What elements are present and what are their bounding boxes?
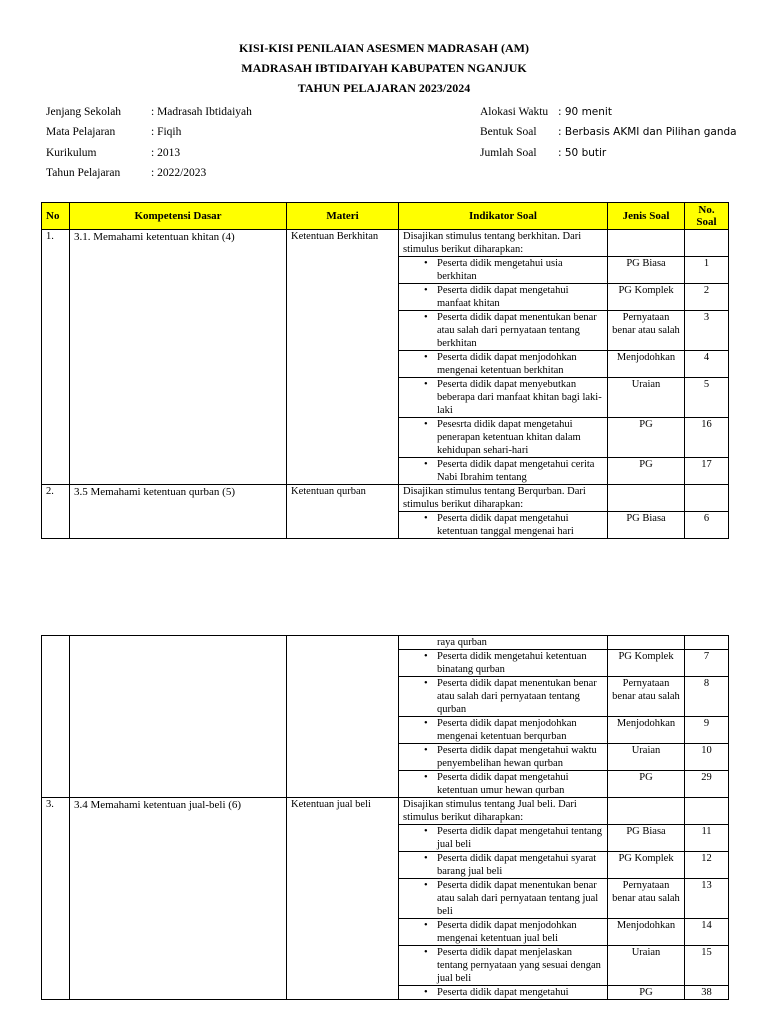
no-soal-cell (685, 636, 729, 650)
no-soal-cell (685, 485, 729, 512)
meta-label: Bentuk Soal (480, 126, 537, 139)
stimulus-text: Disajikan stimulus tentang Jual beli. Dari stimulus berikut diharapkan: (399, 798, 608, 825)
row-number: 1. (42, 230, 70, 485)
jenis-soal-cell: Uraian (608, 744, 685, 771)
no-soal-cell: 12 (685, 852, 729, 879)
kisi-kisi-table-page-2 (41, 635, 729, 1000)
header-indikator-soal: Indikator Soal (399, 203, 608, 230)
no-soal-cell: 14 (685, 919, 729, 946)
no-soal-cell (685, 230, 729, 257)
no-soal-cell: 3 (685, 311, 729, 351)
no-soal-cell: 2 (685, 284, 729, 311)
meta-label: Alokasi Waktu (480, 106, 549, 118)
no-soal-cell: 9 (685, 717, 729, 744)
no-soal-cell: 13 (685, 879, 729, 919)
indicator-item: • Peserta didik dapat menjodohkan mengenai ketentuan berqurban (399, 717, 608, 744)
jenis-soal-cell (608, 636, 685, 650)
table-body (42, 230, 729, 539)
no-soal-cell: 1 (685, 257, 729, 284)
indicator-item: • Peserta didik dapat menentukan benar atau salah dari pernyataan tentang qurban (399, 677, 608, 717)
jenis-soal-cell: PG Biasa (608, 825, 685, 852)
indicator-item: • Peserta didik dapat mengetahui waktu penyembelihan hewan qurban (399, 744, 608, 771)
indicator-item: • Peserta didik dapat menentukan benar atau salah dari pernyataan tentang jual beli (399, 879, 608, 919)
no-soal-cell (685, 798, 729, 825)
table-row (42, 798, 729, 825)
no-soal-cell: 17 (685, 458, 729, 485)
meta-value: : 2022/2023 (151, 166, 207, 179)
no-soal-cell: 6 (685, 512, 729, 539)
stimulus-text: Disajikan stimulus tentang Berqurban. Dari stimulus berikut diharapkan: (399, 485, 608, 512)
header-no: No (42, 203, 70, 230)
jenis-soal-cell: PG Komplek (608, 852, 685, 879)
indicator-item: • Peserta didik dapat mengetahui tentang jual beli (399, 825, 608, 852)
jenis-soal-cell (608, 798, 685, 825)
meta-label: Mata Pelajaran (46, 126, 116, 139)
meta-label: Jenjang Sekolah (46, 106, 122, 118)
meta-value: : Fiqih (151, 126, 182, 139)
jenis-soal-cell: PG (608, 418, 685, 458)
no-soal-cell: 4 (685, 351, 729, 378)
row-number: 2. (42, 485, 70, 539)
header-materi: Materi (287, 203, 399, 230)
indicator-item: • Peserta didik dapat menjodohkan mengenai ketentuan berkhitan (399, 351, 608, 378)
header-jenis-soal: Jenis Soal (608, 203, 685, 230)
no-soal-cell: 8 (685, 677, 729, 717)
jenis-soal-cell: Pernyataan benar atau salah (608, 677, 685, 717)
indicator-item: • Peserta didik dapat menyebutkan beberapa dari manfaat khitan bagi laki-laki (399, 378, 608, 418)
kisi-kisi-table-page-1 (41, 202, 729, 539)
document-title-block (0, 38, 768, 98)
stimulus-text: Disajikan stimulus tentang berkhitan. Dari stimulus berikut diharapkan: (399, 230, 608, 257)
meta-value: : Madrasah Ibtidaiyah (151, 106, 252, 118)
row-number: 3. (42, 798, 70, 1000)
jenis-soal-cell: PG (608, 458, 685, 485)
kompetensi-dasar-cell: 3.1. Memahami ketentuan khitan (4) (70, 230, 287, 485)
indicator-item: • Peserta didik dapat mengetahui (399, 986, 608, 1000)
materi-cell (287, 636, 399, 798)
kompetensi-dasar-cell: 3.4 Memahami ketentuan jual-beli (6) (70, 798, 287, 1000)
row-number (42, 636, 70, 798)
indicator-item: • Peserta didik dapat mengetahui cerita Nabi Ibrahim tentang (399, 458, 608, 485)
indicator-item: • Peserta didik mengetahui ketentuan binatang qurban (399, 650, 608, 677)
indicator-item: • Peserta didik dapat mengetahui ketentuan umur hewan qurban (399, 771, 608, 798)
meta-value: : 90 menit (558, 106, 612, 118)
no-soal-cell: 10 (685, 744, 729, 771)
jenis-soal-cell: PG Komplek (608, 650, 685, 677)
title-line-2: MADRASAH IBTIDAIYAH KABUPATEN NGANJUK (241, 61, 527, 75)
jenis-soal-cell: Pernyataan benar atau salah (608, 879, 685, 919)
kompetensi-dasar-cell (70, 636, 287, 798)
table-row (42, 230, 729, 257)
meta-value: : 50 butir (558, 146, 607, 159)
meta-label: Tahun Pelajaran (46, 166, 121, 179)
title-line-1: KISI-KISI PENILAIAN ASESMEN MADRASAH (AM) (238, 41, 530, 55)
meta-value: : 2013 (151, 146, 181, 159)
jenis-soal-cell (608, 485, 685, 512)
kompetensi-dasar-cell: 3.5 Memahami ketentuan qurban (5) (70, 485, 287, 539)
materi-cell: Ketentuan jual beli (287, 798, 399, 1000)
jenis-soal-cell: Menjodohkan (608, 919, 685, 946)
no-soal-cell: 38 (685, 986, 729, 1000)
indicator-item: • Peserta didik dapat menentukan benar atau salah dari pernyataan tentang berkhitan (399, 311, 608, 351)
jenis-soal-cell: PG Biasa (608, 257, 685, 284)
jenis-soal-cell: Menjodohkan (608, 717, 685, 744)
table-row (42, 485, 729, 512)
no-soal-cell: 15 (685, 946, 729, 986)
jenis-soal-cell: PG (608, 986, 685, 1000)
jenis-soal-cell (608, 230, 685, 257)
indicator-item: • Peserta didik dapat mengetahui ketentuan tanggal mengenai hari (399, 512, 608, 539)
indicator-item: • Peserta didik dapat mengetahui manfaat khitan (399, 284, 608, 311)
meta-value: : Berbasis AKMI dan Pilihan ganda (558, 126, 737, 139)
meta-label: Jumlah Soal (480, 146, 537, 159)
header-no-soal: No. Soal (685, 203, 729, 230)
no-soal-cell: 7 (685, 650, 729, 677)
meta-label: Kurikulum (46, 146, 97, 159)
no-soal-cell: 29 (685, 771, 729, 798)
indicator-item: • Peserta didik dapat menjelaskan tentang pernyataan yang sesuai dengan jual beli (399, 946, 608, 986)
meta-left (46, 106, 252, 187)
jenis-soal-cell: Menjodohkan (608, 351, 685, 378)
indicator-item: • Peserta didik mengetahui usia berkhitan (399, 257, 608, 284)
no-soal-cell: 11 (685, 825, 729, 852)
indicator-continuation: raya qurban (399, 636, 608, 650)
header-kompetensi-dasar: Kompetensi Dasar (70, 203, 287, 230)
title-line-3: TAHUN PELAJARAN 2023/2024 (297, 81, 471, 95)
table-body (42, 636, 729, 1000)
table-header-row (42, 203, 729, 230)
indicator-item: • Peserta didik dapat mengetahui syarat barang jual beli (399, 852, 608, 879)
meta-right (480, 106, 737, 167)
table-row (42, 636, 729, 650)
materi-cell: Ketentuan qurban (287, 485, 399, 539)
materi-cell: Ketentuan Berkhitan (287, 230, 399, 485)
jenis-soal-cell: PG Biasa (608, 512, 685, 539)
jenis-soal-cell: Uraian (608, 946, 685, 986)
jenis-soal-cell: Pernyataan benar atau salah (608, 311, 685, 351)
jenis-soal-cell: PG Komplek (608, 284, 685, 311)
no-soal-cell: 5 (685, 378, 729, 418)
jenis-soal-cell: PG (608, 771, 685, 798)
no-soal-cell: 16 (685, 418, 729, 458)
indicator-item: • Peserta didik dapat menjodohkan mengenai ketentuan jual beli (399, 919, 608, 946)
indicator-item: • Pesesrta didik dapat mengetahui penerapan ketentuan khitan dalam kehidupan sehari-hari (399, 418, 608, 458)
jenis-soal-cell: Uraian (608, 378, 685, 418)
